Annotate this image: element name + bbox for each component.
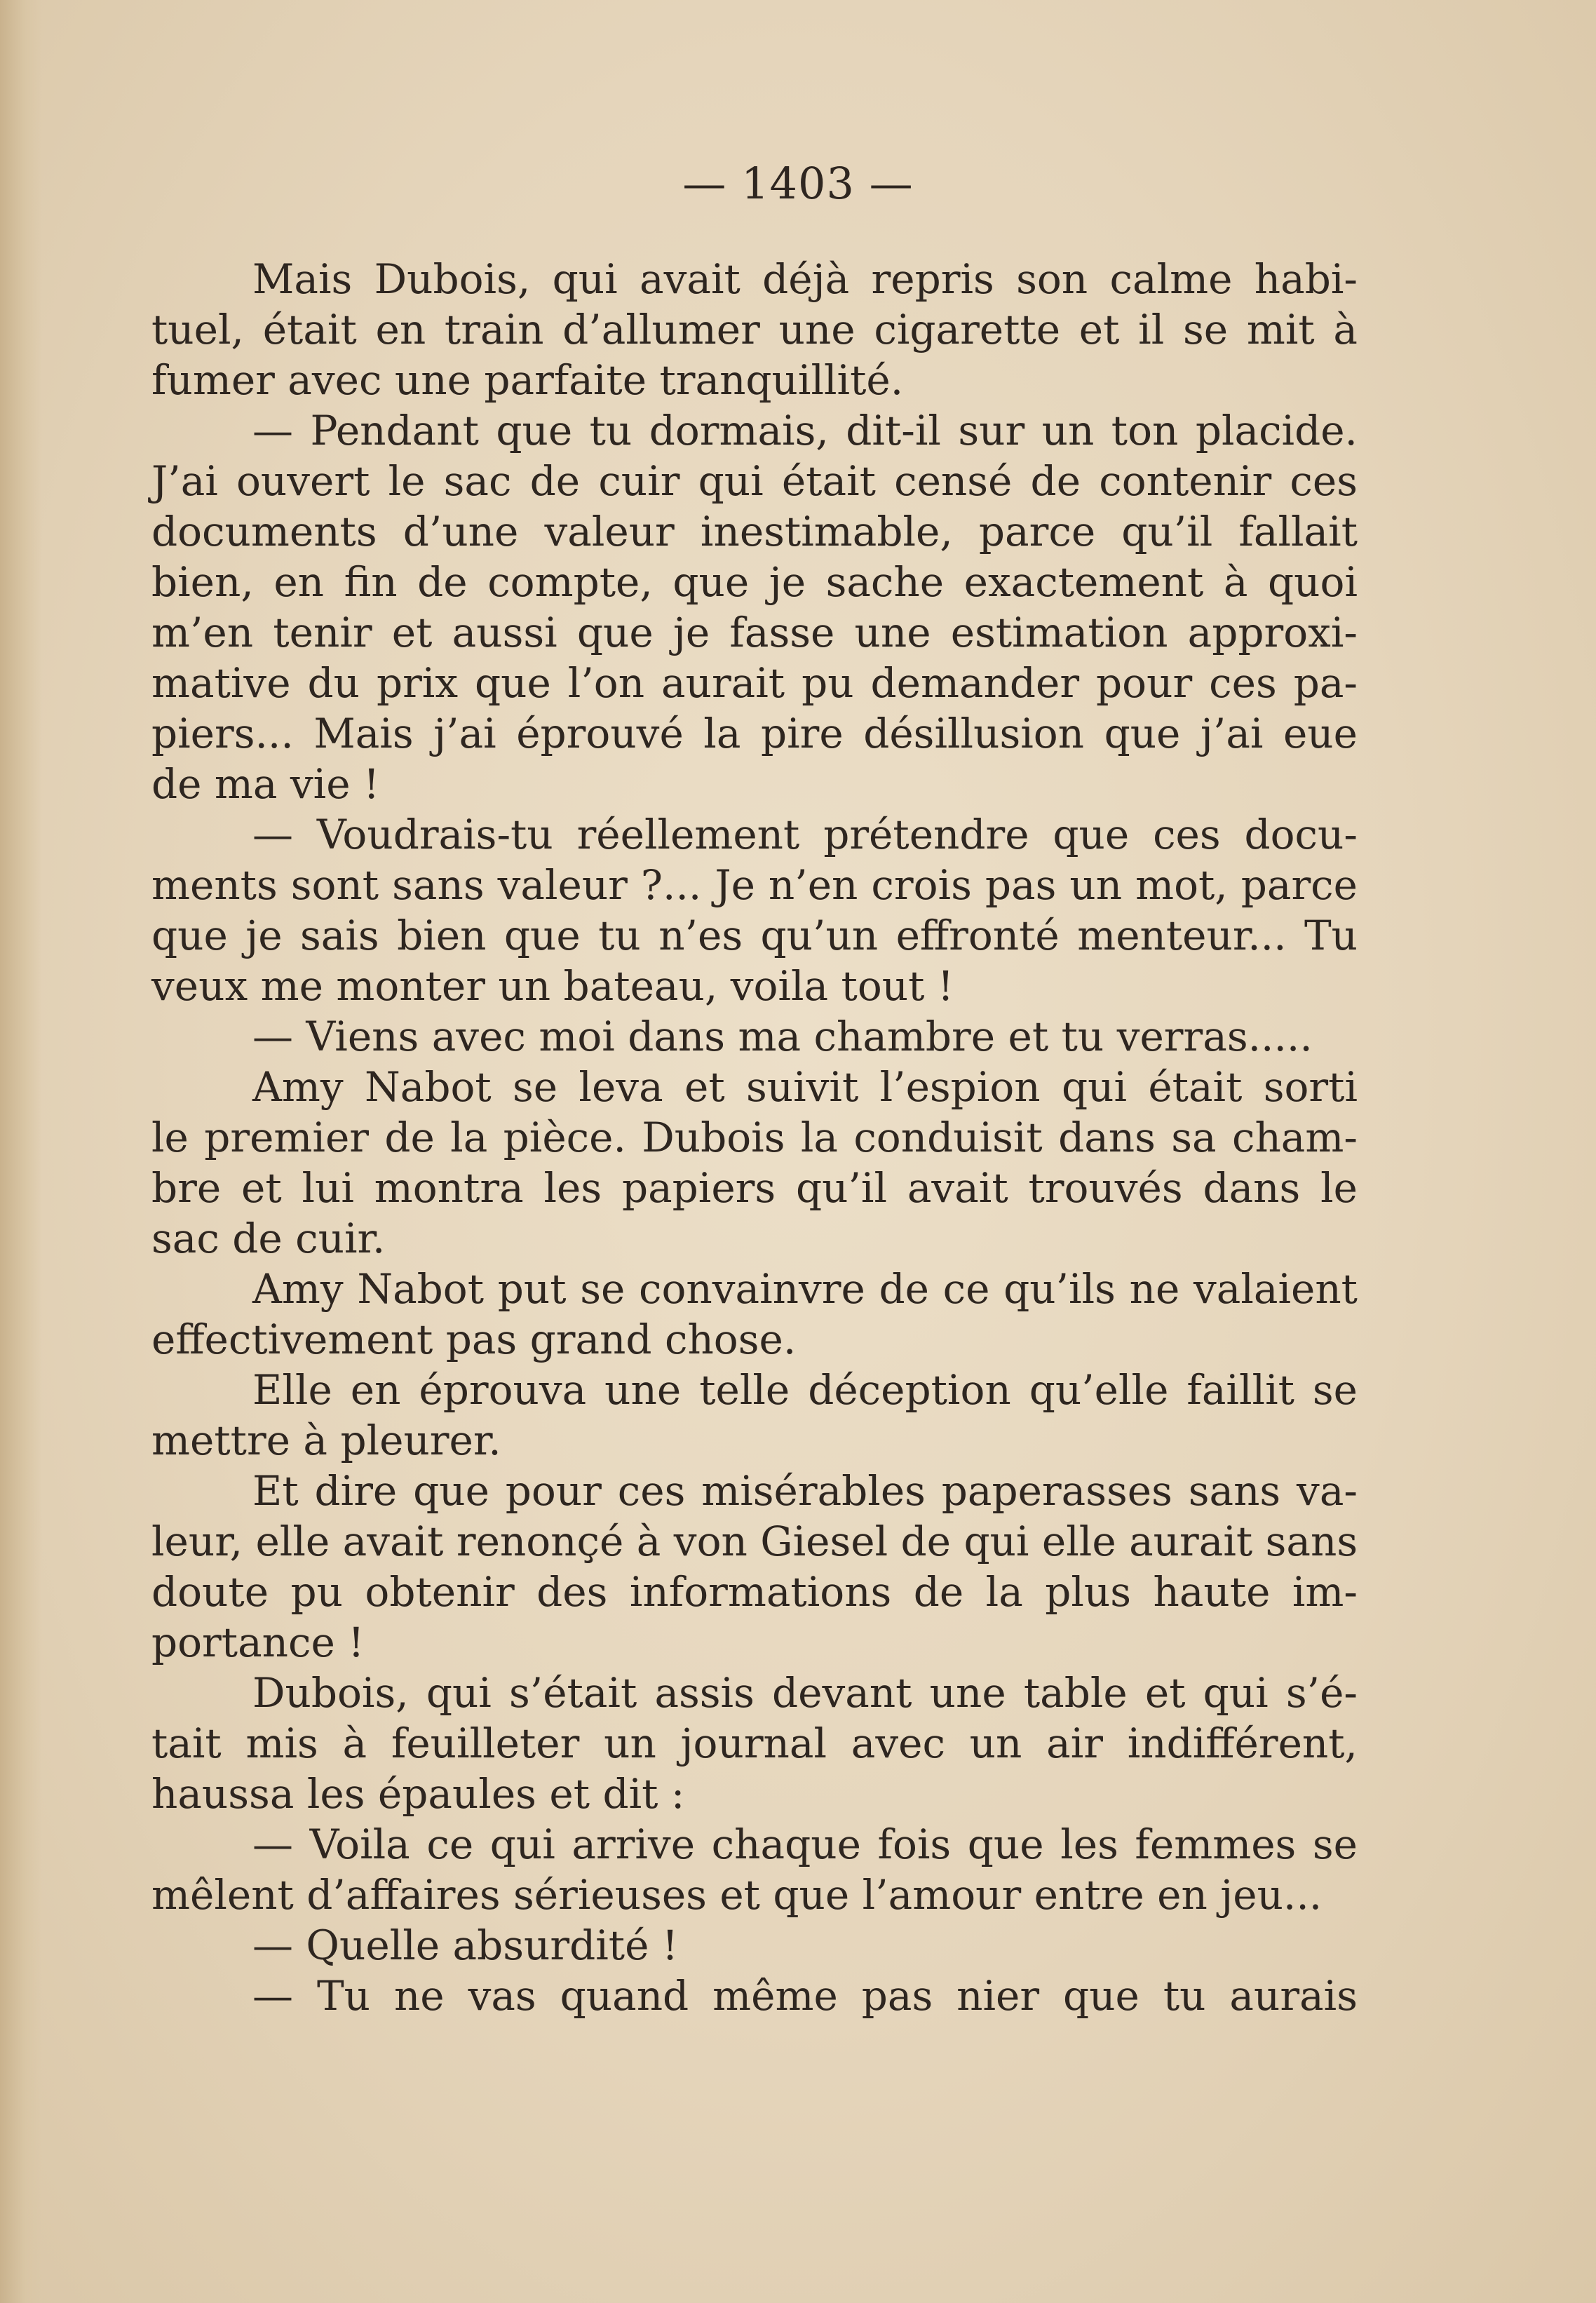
text-line: Amy Nabot se leva et suivit l’espion qui était sorti: [252, 1063, 1358, 1111]
text-line: — Tu ne vas quand même pas nier que tu aurais: [252, 1972, 1358, 2020]
text-line: fumer avec une parfaite tranquillité.: [151, 356, 904, 404]
body-text: [151, 254, 1358, 2021]
text-line: — Voila ce qui arrive chaque fois que les femmes se: [252, 1821, 1358, 1868]
text-line: mettre à pleurer.: [151, 1417, 501, 1464]
text-line: portance !: [151, 1619, 365, 1666]
text-line: — Voudrais-tu réellement prétendre que ces docu-: [252, 811, 1358, 858]
text-line: — Viens avec moi dans ma chambre et tu verras.....: [252, 1013, 1313, 1060]
text-line: mêlent d’affaires sérieuses et que l’amour entre en jeu...: [151, 1871, 1323, 1919]
text-line: veux me monter un bateau, voila tout !: [151, 962, 954, 1010]
text-line: Et dire que pour ces misérables paperasses sans va-: [252, 1467, 1358, 1515]
text-line: — Pendant que tu dormais, dit-il sur un ton placide.: [252, 407, 1358, 454]
text-line: mative du prix que l’on aurait pu demander pour ces pa-: [151, 659, 1358, 707]
text-line: bre et lui montra les papiers qu’il avait trouvés dans le: [151, 1164, 1358, 1212]
text-line: de ma vie !: [151, 760, 380, 808]
text-line: leur, elle avait renonçé à von Giesel de qui elle aurait sans: [151, 1518, 1358, 1565]
text-line: piers... Mais j’ai éprouvé la pire désillusion que j’ai eue: [151, 710, 1358, 757]
text-line: Dubois, qui s’était assis devant une table et qui s’é-: [252, 1669, 1358, 1717]
text-line: ments sont sans valeur ?... Je n’en crois pas un mot, parce: [151, 861, 1358, 909]
text-line: Elle en éprouva une telle déception qu’elle faillit se: [252, 1366, 1358, 1414]
text-line: documents d’une valeur inestimable, parce qu’il fallait: [151, 508, 1358, 555]
text-line: le premier de la pièce. Dubois la conduisit dans sa cham-: [151, 1114, 1358, 1161]
text-line: Amy Nabot put se convainvre de ce qu’ils ne valaient: [252, 1265, 1358, 1313]
text-line: bien, en fin de compte, que je sache exactement à quoi: [151, 558, 1358, 606]
text-line: J’ai ouvert le sac de cuir qui était censé de contenir ces: [151, 457, 1358, 505]
text-line: doute pu obtenir des informations de la plus haute im-: [151, 1568, 1358, 1616]
text-line: que je sais bien que tu n’es qu’un effronté menteur... Tu: [151, 912, 1358, 959]
text-line: haussa les épaules et dit :: [151, 1770, 685, 1818]
page-number: — 1403 —: [682, 158, 914, 209]
page-edge-shadow: [0, 0, 42, 2303]
text-line: Mais Dubois, qui avait déjà repris son calme habi-: [252, 255, 1358, 303]
text-line: sac de cuir.: [151, 1215, 386, 1262]
text-line: tait mis à feuilleter un journal avec un air indifférent,: [151, 1720, 1358, 1767]
text-line: effectivement pas grand chose.: [151, 1316, 797, 1363]
text-line: — Quelle absurdité !: [252, 1922, 679, 1969]
text-line: tuel, était en train d’allumer une cigarette et il se mit à: [151, 306, 1358, 353]
text-line: m’en tenir et aussi que je fasse une estimation approxi-: [151, 609, 1358, 656]
